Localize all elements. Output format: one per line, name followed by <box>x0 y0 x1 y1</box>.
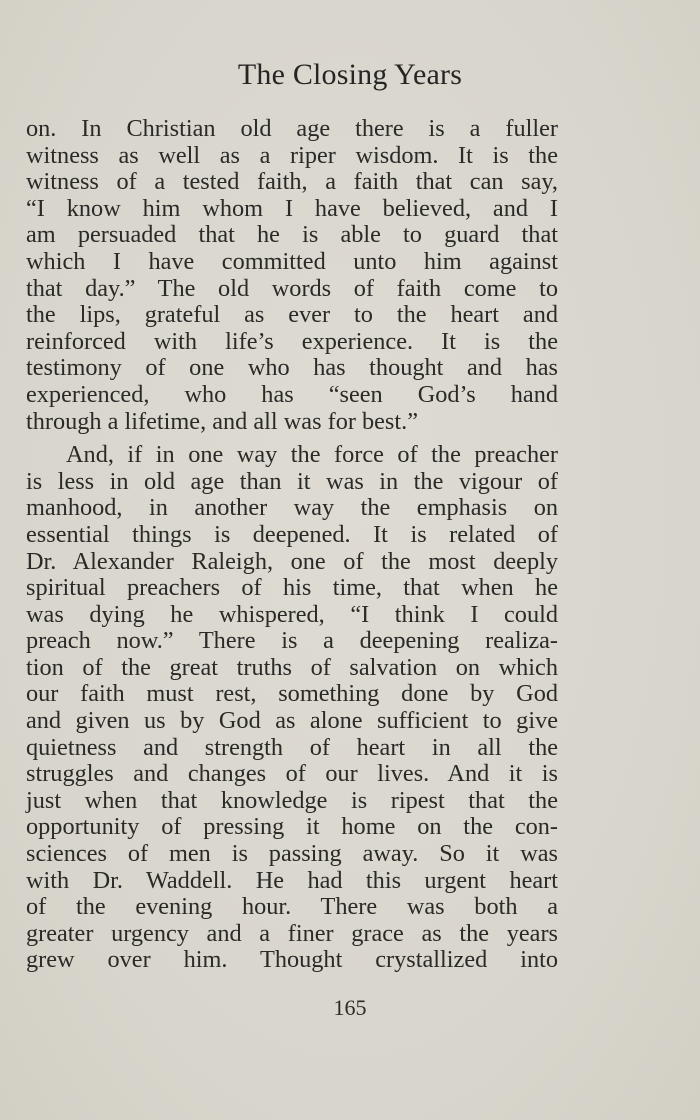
text-line: am persuaded that he is able to guard that <box>26 221 558 249</box>
text-line: which I have committed unto him against <box>26 247 558 275</box>
text-line: witness of a tested faith, a faith that can say, <box>26 168 558 196</box>
text-line: experienced, who has “seen God’s hand <box>26 380 558 408</box>
text-line: tion of the great truths of salvation on which <box>26 653 558 681</box>
text-line: quietness and strength of heart in all the <box>26 733 558 761</box>
text-line: spiritual preachers of his time, that when he <box>26 574 558 602</box>
paragraph-2 <box>26 442 558 974</box>
text-line: our faith must rest, something done by God <box>26 680 558 708</box>
text-line: preach now.” There is a deepening realiza- <box>26 627 558 655</box>
text-line: reinforced with life’s experience. It is the <box>26 327 558 355</box>
text-line: manhood, in another way the emphasis on <box>26 494 558 522</box>
text-line: the lips, grateful as ever to the heart and <box>26 301 558 329</box>
text-line: sciences of men is passing away. So it was <box>26 840 558 868</box>
running-head-title: The Closing Years <box>237 58 463 91</box>
text-line: opportunity of pressing it home on the con- <box>26 813 558 841</box>
text-line: testimony of one who has thought and has <box>26 354 558 382</box>
text-line: struggles and changes of our lives. And it is <box>26 760 558 788</box>
page-number: 165 <box>333 995 367 1020</box>
text-line: witness as well as a riper wisdom. It is the <box>26 141 558 169</box>
paragraph-1 <box>26 116 558 435</box>
text-line: Dr. Alexander Raleigh, one of the most deeply <box>26 547 558 575</box>
text-line: greater urgency and a finer grace as the years <box>26 919 558 947</box>
text-line: of the evening hour. There was both a <box>26 893 558 921</box>
text-line: grew over him. Thought crystallized into <box>26 946 558 974</box>
body-text <box>26 116 558 974</box>
text-line: And, if in one way the force of the preacher <box>66 441 558 469</box>
text-line: that day.” The old words of faith come to <box>26 274 558 302</box>
text-line: through a lifetime, and all was for best.” <box>26 407 419 435</box>
text-line: with Dr. Waddell. He had this urgent heart <box>26 866 558 894</box>
text-line: on. In Christian old age there is a fuller <box>26 115 558 142</box>
text-line: “I know him whom I have believed, and I <box>26 194 558 222</box>
text-line: was dying he whispered, “I think I could <box>26 600 558 628</box>
text-line: essential things is deepened. It is related of <box>26 520 558 548</box>
text-line: just when that knowledge is ripest that the <box>26 786 558 814</box>
text-line: and given us by God as alone sufficient to give <box>26 707 558 735</box>
text-line: is less in old age than it was in the vigour of <box>26 467 558 495</box>
